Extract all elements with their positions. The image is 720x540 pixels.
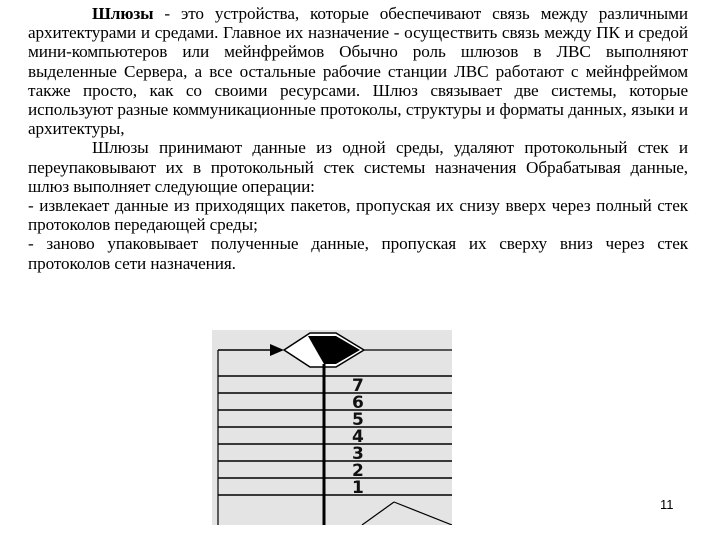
layer-label-6: 6: [352, 393, 364, 413]
layer-label-7: 7: [352, 376, 364, 396]
term-gateways: Шлюзы: [92, 4, 154, 23]
protocol-stack-diagram: [212, 330, 452, 525]
list-item-repack: - заново упаковывает полученные данные, пропуская их сверху вниз через стек протоколов сети назначения.: [28, 234, 688, 273]
layer-label-2: 2: [352, 461, 364, 481]
paragraph-gateways-operation: Шлюзы принимают данные из одной среды, удаляют протокольный стек и переупаковывают их в протокольный стек системы назначения Обрабатывая данные, шлюз выполняет следующие операции:: [28, 138, 688, 196]
layer-label-1: 1: [352, 478, 364, 498]
slide-text: [28, 4, 688, 273]
paragraph-gateways-definition: [28, 4, 688, 138]
slide-number: 11: [660, 497, 674, 512]
layer-label-4: 4: [352, 427, 364, 447]
definition-text: - это устройства, которые обеспечивают связь между различными архитектурами и средами. Главное их назначение - осуществить связь между ПК и средой мини-компьютеров или мейнфреймов Обычно роль шлюзов в ЛВС выполняют выделенные Сервера, а все остальные рабочие станции ЛВС работают с мейнфреймом также просто, как со своими ресурсами. Шлюз связывает две системы, которые используют разные коммуникационные протоколы, структуры и форматы данных, языки и архитектуры,: [28, 4, 688, 139]
layer-label-5: 5: [352, 410, 364, 430]
layer-label-3: 3: [352, 444, 364, 464]
list-item-extract: - извлекает данные из приходящих пакетов, пропуская их снизу вверх через полный стек протоколов передающей среды;: [28, 196, 688, 235]
